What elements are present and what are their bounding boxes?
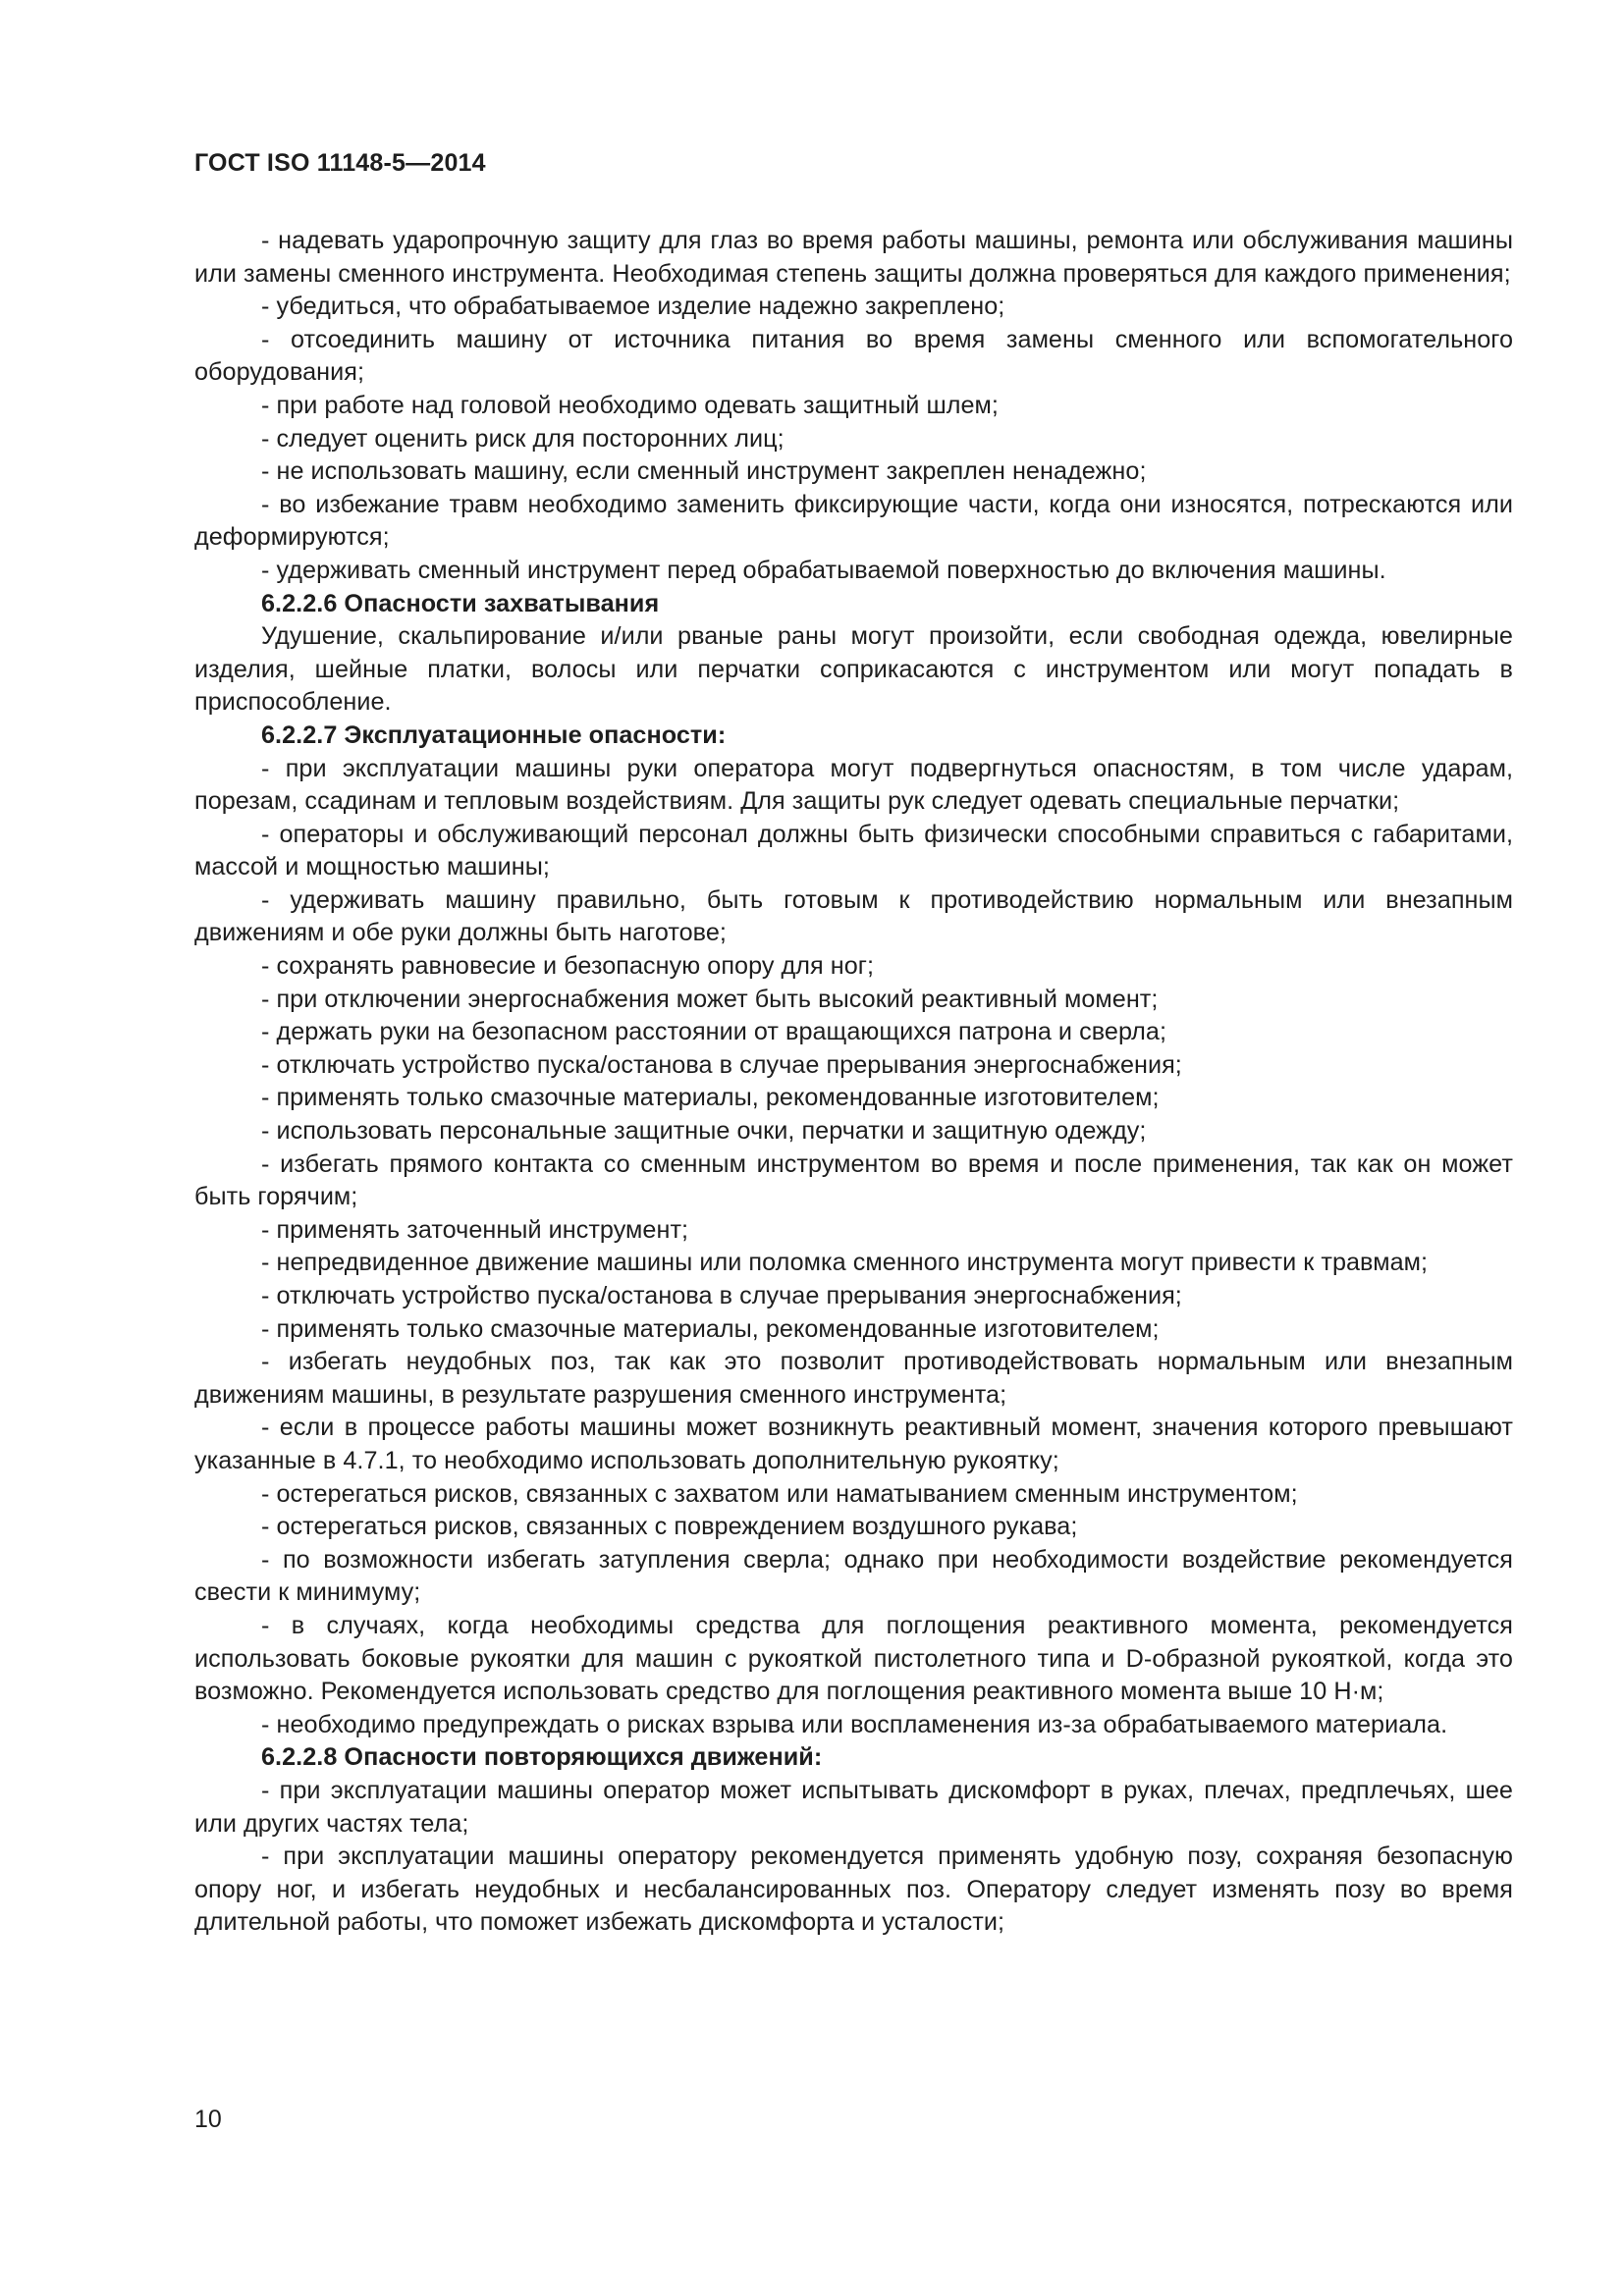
paragraph: - необходимо предупреждать о рисках взрыва или воспламенения из-за обрабатываемого материала. [261,1710,1448,1738]
paragraph: - по возможности избегать затупления сверла; однако при необходимости воздействие рекомендуется свести к минимуму; [194,1545,1513,1607]
paragraph: - надевать ударопрочную защиту для глаз во время работы машины, ремонта или обслуживания машины или замены сменного инструмента. Необходимая степень защиты должна проверяться для каждого применения; [194,227,1513,288]
section-heading: 6.2.2.8 Опасности повторяющихся движений: [261,1743,823,1772]
paragraph: - применять только смазочные материалы, рекомендованные изготовителем; [261,1314,1160,1343]
paragraph: - удерживать машину правильно, быть готовым к противодействию нормальным или внезапным движениям и обе руки должны быть наготове; [194,885,1513,947]
paragraph: - убедиться, что обрабатываемое изделие надежно закреплено; [261,293,1005,321]
paragraph: - при эксплуатации машины оператору рекомендуется применять удобную позу, сохраняя безопасную опору ног, и избегать неудобных и несбалансированных поз. Оператору следует изменять позу во время длительной работы, что поможет избежать дискомфорта и усталости; [194,1842,1513,1937]
paragraph: - не использовать машину, если сменный инструмент закреплен ненадежно; [261,457,1147,486]
paragraph: - отключать устройство пуска/останова в случае прерывания энергоснабжения; [261,1050,1182,1079]
paragraph: - держать руки на безопасном расстоянии от вращающихся патрона и сверла; [261,1018,1166,1046]
section-heading: 6.2.2.6 Опасности захватывания [261,589,660,617]
paragraph: - в случаях, когда необходимы средства для поглощения реактивного момента, рекомендуется использовать боковые рукоятки для машин с рукояткой пистолетного типа и D-образной рукояткой, когда это возможно. Рекомендуется использовать средство для поглощения реактивного момента выше 10 Н·м; [194,1611,1513,1706]
paragraph: - при эксплуатации машины оператор может испытывать дискомфорт в руках, плечах, предплечьях, шее или других частях тела; [194,1776,1513,1838]
page-number: 10 [194,2106,222,2133]
paragraph: - остерегаться рисков, связанных с повреждением воздушного рукава; [261,1513,1078,1541]
paragraph: - избегать прямого контакта со сменным инструментом во время и после применения, так как он может быть горячим; [194,1149,1513,1211]
paragraph: - отключать устройство пуска/останова в случае прерывания энергоснабжения; [261,1282,1182,1309]
document-body [194,225,1513,1940]
paragraph: - применять только смазочные материалы, рекомендованные изготовителем; [261,1084,1160,1112]
paragraph: - удерживать сменный инструмент перед обрабатываемой поверхностью до включения машины. [261,556,1386,584]
paragraph: - избегать неудобных поз, так как это позволит противодействовать нормальным или внезапным движениям машины, в результате разрушения сменного инструмента; [194,1348,1513,1409]
paragraph: - применять заточенный инструмент; [261,1215,689,1244]
paragraph: - сохранять равновесие и безопасную опору для ног; [261,952,875,981]
document-code-header: ГОСТ ISO 11148-5—2014 [194,149,486,177]
paragraph: - отсоединить машину от источника питания во время замены сменного или вспомогательного оборудования; [194,325,1513,387]
paragraph: - при отключении энергоснабжения может быть высокий реактивный момент; [261,985,1159,1013]
paragraph: - при эксплуатации машины руки оператора могут подвергнуться опасностям, в том числе ударам, порезам, ссадинам и тепловым воздействиям. Для защиты рук следует одевать специальные перчатки; [194,754,1513,816]
paragraph: - использовать персональные защитные очки, перчатки и защитную одежду; [261,1117,1147,1146]
paragraph: - операторы и обслуживающий персонал должны быть физически способными справиться с габаритами, массой и мощностью машины; [194,820,1513,881]
paragraph: - во избежание травм необходимо заменить фиксирующие части, когда они износятся, потрескаются или деформируются; [194,490,1513,552]
paragraph: - следует оценить риск для посторонних лиц; [261,424,785,453]
paragraph: - при работе над головой необходимо одевать защитный шлем; [261,391,999,419]
paragraph: Удушение, скальпирование и/или рваные раны могут произойти, если свободная одежда, ювелирные изделия, шейные платки, волосы или перчатки соприкасаются с инструментом или могут попадать в приспособление. [194,622,1513,717]
paragraph: - непредвиденное движение машины или поломка сменного инструмента могут привести к травмам; [261,1249,1429,1277]
paragraph: - остерегаться рисков, связанных с захватом или наматыванием сменным инструментом; [261,1479,1298,1508]
section-heading: 6.2.2.7 Эксплуатационные опасности: [261,721,727,749]
paragraph: - если в процессе работы машины может возникнуть реактивный момент, значения которого превышают указанные в 4.7.1, то необходимо использовать дополнительную рукоятку; [194,1414,1513,1474]
